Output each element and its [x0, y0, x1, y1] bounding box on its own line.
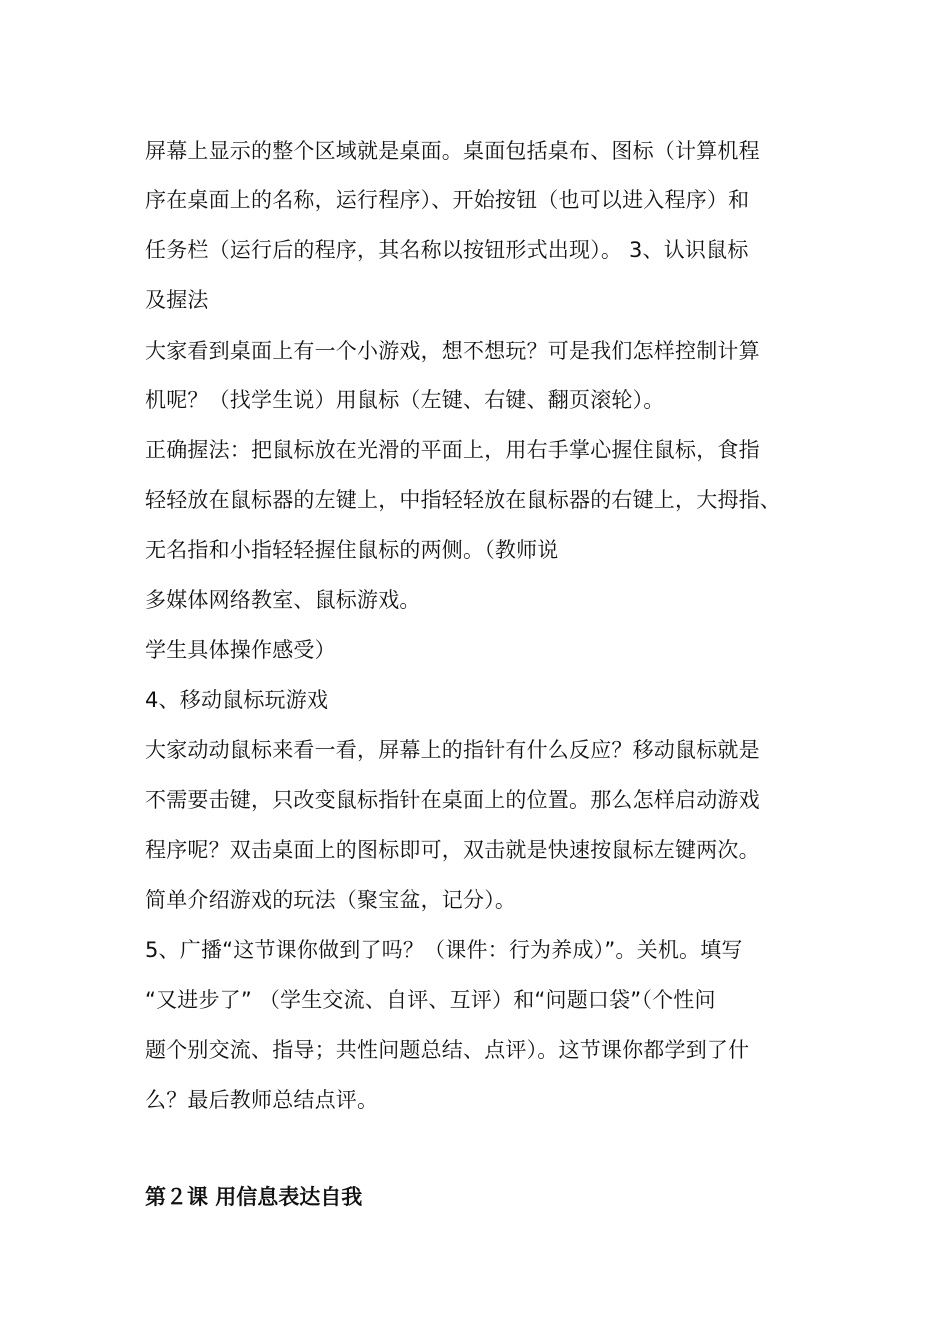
- paragraph-line: 程序呢？双击桌面上的图标即可，双击就是快速按鼠标左键两次。: [145, 838, 760, 862]
- paragraph-line: 多媒体网络教室、鼠标游戏。: [145, 588, 421, 612]
- lesson-heading: 第２课 用信息表达自我: [145, 1185, 363, 1209]
- paragraph-line: 学生具体操作感受）: [145, 638, 336, 662]
- paragraph-line: 大家看到桌面上有一个小游戏，想不想玩？可是我们怎样控制计算: [145, 339, 760, 363]
- paragraph-line: 4、移动鼠标玩游戏: [145, 688, 329, 712]
- paragraph-line: 大家动动鼠标来看一看，屏幕上的指针有什么反应？移动鼠标就是: [145, 738, 760, 762]
- paragraph-line: 么？最后教师总结点评。: [145, 1088, 379, 1112]
- paragraph-line: 及握法: [145, 288, 209, 312]
- paragraph-line: “又进步了” （学生交流、自评、互评）和“问题口袋”（个性问: [145, 988, 716, 1012]
- paragraph-line: 5、广播“这节课你做到了吗？（课件：行为养成）”。关机。填写: [145, 938, 743, 962]
- paragraph-line: 任务栏（运行后的程序，其名称以按钮形式出现）。 3、认识鼠标: [145, 238, 749, 262]
- paragraph-line: 简单介绍游戏的玩法（聚宝盆，记分）。: [145, 888, 517, 912]
- paragraph-line: 正确握法：把鼠标放在光滑的平面上，用右手掌心握住鼠标，食指: [145, 438, 760, 462]
- paragraph-line: 不需要击键，只改变鼠标指针在桌面上的位置。那么怎样启动游戏: [145, 788, 760, 812]
- paragraph-line: 机呢？（找学生说）用鼠标（左键、右键、翻页滚轮）。: [145, 388, 665, 412]
- paragraph-line: 轻轻放在鼠标器的左键上，中指轻轻放在鼠标器的右键上，大拇指、: [145, 488, 781, 512]
- paragraph-line: 无名指和小指轻轻握住鼠标的两侧。（教师说: [145, 538, 559, 562]
- paragraph-line: 序在桌面上的名称，运行程序）、开始按钮（也可以进入程序）和: [145, 188, 750, 212]
- paragraph-line: 题个别交流、指导；共性问题总结、点评）。这节课你都学到了什: [145, 1038, 750, 1062]
- paragraph-line: 屏幕上显示的整个区域就是桌面。桌面包括桌布、图标（计算机程: [145, 139, 760, 163]
